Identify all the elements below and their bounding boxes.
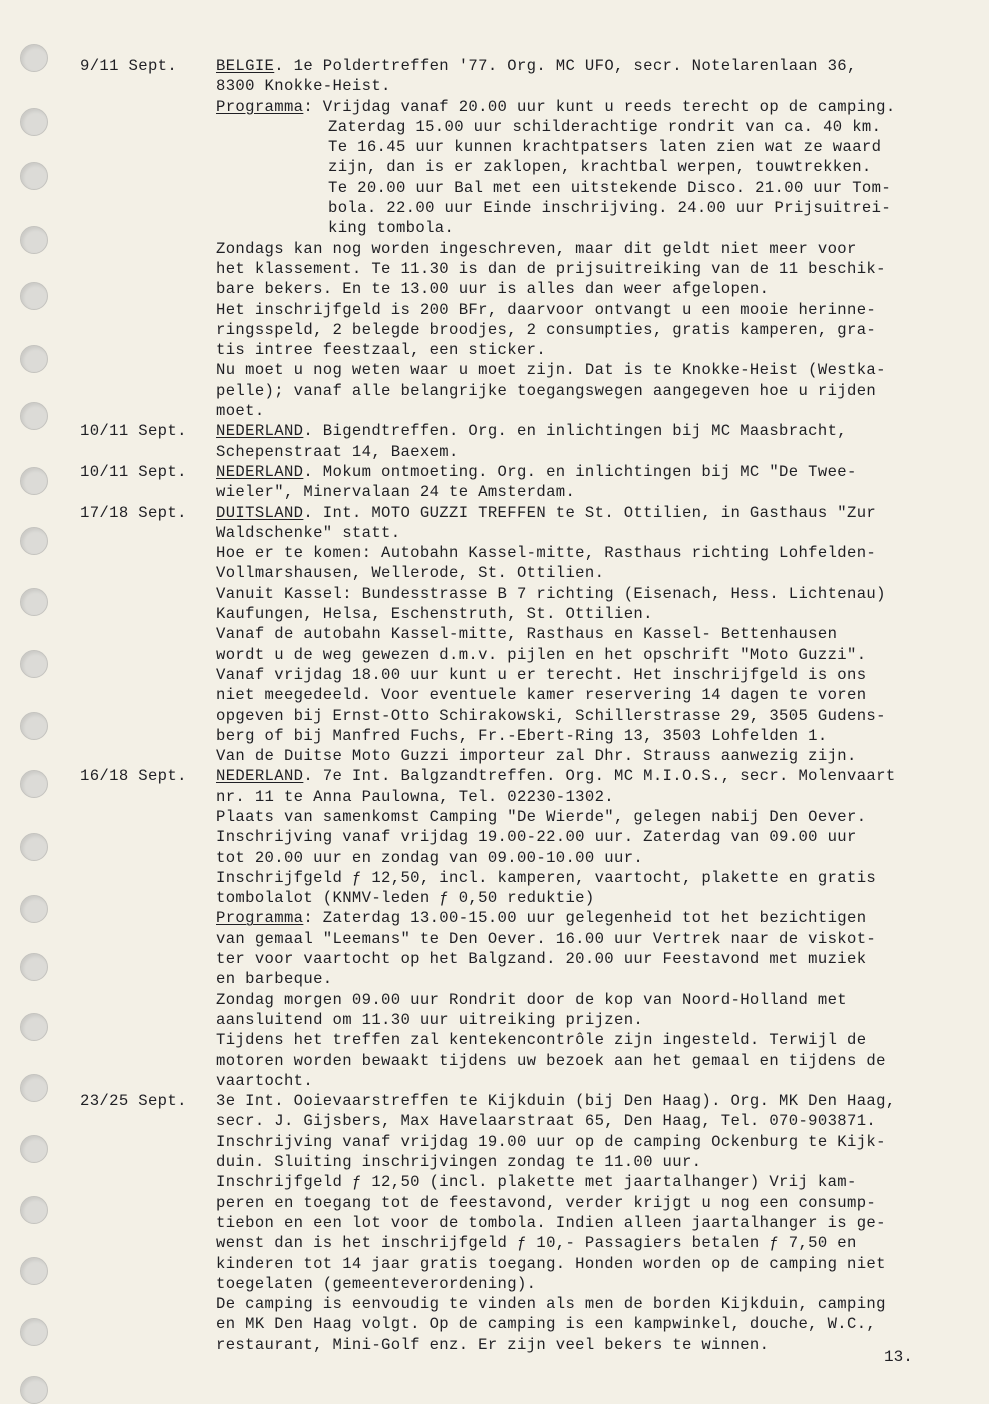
event-country: NEDERLAND <box>216 422 304 441</box>
event-text-line: Inschrijfgeld ƒ 12,50, incl. kamperen, vaartocht, plakette en gratis <box>216 868 877 887</box>
event-entry <box>80 462 960 503</box>
event-text-line: Vollmarshausen, Wellerode, St. Ottilien. <box>216 564 605 583</box>
event-text-line: restaurant, Mini-Golf enz. Er zijn veel bekers te winnen. <box>216 1335 770 1354</box>
event-text-line: secr. J. Gijsbers, Max Havelaarstraat 65, Den Haag, Tel. 070-903871. <box>216 1112 877 1131</box>
event-body <box>216 1091 960 1355</box>
event-text-line: 3e Int. Ooievaarstreffen te Kijkduin (bij Den Haag). Org. MK Den Haag, <box>216 1092 896 1111</box>
binder-hole <box>20 345 48 373</box>
binder-hole <box>20 1074 48 1102</box>
event-date: 16/18 Sept. <box>80 767 187 786</box>
event-country: DUITSLAND <box>216 503 304 522</box>
binder-hole <box>20 527 48 555</box>
event-text-line: en barbeque. <box>216 970 333 989</box>
event-text-line: duin. Sluiting inschrijvingen zondag te 11.00 uur. <box>216 1153 702 1172</box>
event-entry <box>80 56 960 421</box>
binder-hole <box>20 402 48 430</box>
event-entry <box>80 503 960 767</box>
binder-hole <box>20 833 48 861</box>
event-date: 9/11 Sept. <box>80 57 178 75</box>
event-text-line: het klassement. Te 11.30 is dan de prijsuitreiking van de 11 beschik- <box>216 259 886 278</box>
event-country: NEDERLAND <box>216 462 304 481</box>
event-header-line: DUITSLAND. Int. MOTO GUZZI TREFFEN te St. Ottilien, in Gasthaus "Zur <box>216 503 877 522</box>
programma-text: Zaterdag 15.00 uur schilderachtige rondrit van ca. 40 km. Te 16.45 uur kunnen krachtpatsers laten zien wat ze waard zijn, dan is er zaklopen, krachtbal werpen, touwtrekken. Te 20.00 uur Bal met een uitstekende Disco. 21.00 uur Tom- bola. 22.00 uur Einde inschrijving. 24.00 uur Prijsuitrei- king tombola. <box>328 117 892 238</box>
event-body <box>216 56 960 421</box>
event-text-line: niet meegedeeld. Voor eventuele kamer reservering 14 dagen te voren <box>216 686 867 705</box>
event-text-line: berg of bij Manfred Fuchs, Fr.-Ebert-Ring 13, 3503 Lohfelden 1. <box>216 726 828 745</box>
event-text-line: ter voor vaartocht op het Balgzand. 20.00 uur Feestavond met muziek <box>216 950 867 969</box>
event-header-line: 8300 Knokke-Heist. <box>216 77 391 96</box>
event-entry <box>80 766 960 1091</box>
event-text-line: Vanaf vrijdag 18.00 uur kunt u er terecht. Het inschrijfgeld is ons <box>216 665 867 684</box>
event-text-line: tis intree feestzaal, een sticker. <box>216 341 547 360</box>
event-body <box>216 462 960 503</box>
binder-hole <box>20 1196 48 1224</box>
page-number: 13. <box>884 1348 913 1366</box>
event-text-line: wenst dan is het inschrijfgeld ƒ 10,- Passagiers betalen ƒ 7,50 en <box>216 1234 857 1253</box>
event-text-line: Plaats van samenkomst Camping "De Wierde", gelegen nabij Den Oever. <box>216 807 867 826</box>
event-text-line: De camping is eenvoudig te vinden als men de borden Kijkduin, camping <box>216 1295 886 1314</box>
event-calendar-page <box>80 56 960 1355</box>
binder-hole <box>20 162 48 190</box>
event-body <box>216 766 960 1091</box>
event-header-line: Waldschenke" statt. <box>216 523 401 542</box>
event-country: NEDERLAND <box>216 767 304 786</box>
event-header-line: NEDERLAND. Mokum ontmoeting. Org. en inlichtingen bij MC "De Twee- <box>216 462 857 481</box>
event-text-line: bare bekers. En te 13.00 uur is alles dan weer afgelopen. <box>216 280 770 299</box>
event-header-line: Schepenstraat 14, Baexem. <box>216 442 459 461</box>
event-text-line: opgeven bij Ernst-Otto Schirakowski, Schillerstrasse 29, 3505 Gudens- <box>216 706 886 725</box>
event-text-line: Hoe er te komen: Autobahn Kassel-mitte, Rasthaus richting Lohfelden- <box>216 544 877 563</box>
binder-hole <box>20 650 48 678</box>
event-text-line: Inschrijving vanaf vrijdag 19.00 uur op de camping Ockenburg te Kijk- <box>216 1132 886 1151</box>
event-date: 23/25 Sept. <box>80 1092 187 1111</box>
binder-hole <box>20 226 48 254</box>
binder-hole <box>20 1318 48 1346</box>
event-body <box>216 503 960 767</box>
event-text-line: Inschrijving vanaf vrijdag 19.00-22.00 uur. Zaterdag van 09.00 uur <box>216 828 857 847</box>
event-header-line: NEDERLAND. Bigendtreffen. Org. en inlichtingen bij MC Maasbracht, <box>216 422 848 441</box>
event-text-line: Vanuit Kassel: Bundesstrasse B 7 richting (Eisenach, Hess. Lichtenau) <box>216 584 886 603</box>
event-header-line: nr. 11 te Anna Paulowna, Tel. 02230-1302. <box>216 787 615 806</box>
event-text-line: Inschrijfgeld ƒ 12,50 (incl. plakette met jaartalhanger) Vrij kam- <box>216 1173 857 1192</box>
binder-hole <box>20 1376 48 1404</box>
event-header-line: NEDERLAND. 7e Int. Balgzandtreffen. Org. MC M.I.O.S., secr. Molenvaart <box>216 767 896 786</box>
event-text-line: vaartocht. <box>216 1071 314 1090</box>
event-text-line: Tijdens het treffen zal kentekencontrôle zijn ingesteld. Terwijl de <box>216 1031 867 1050</box>
programma-block: Programma: Vrijdag vanaf 20.00 uur kunt u reeds terecht op de camping. <box>216 97 896 116</box>
binder-hole <box>20 282 48 310</box>
event-text-line: Zondags kan nog worden ingeschreven, maar dit geldt niet meer voor <box>216 239 857 258</box>
event-text-line: kinderen tot 14 jaar gratis toegang. Honden worden op de camping niet <box>216 1254 886 1273</box>
binder-hole <box>20 712 48 740</box>
event-text-line: Zondag morgen 09.00 uur Rondrit door de kop van Noord-Holland met <box>216 990 848 1009</box>
event-header-line: wieler", Minervalaan 24 te Amsterdam. <box>216 483 576 502</box>
event-text-line: tombolalot (KNMV-leden ƒ 0,50 reduktie) <box>216 889 595 908</box>
event-date: 10/11 Sept. <box>80 422 187 441</box>
binder-hole <box>20 770 48 798</box>
event-text-line: Nu moet u nog weten waar u moet zijn. Dat is te Knokke-Heist (Westka- <box>216 361 886 380</box>
event-date: 17/18 Sept. <box>80 503 187 522</box>
binder-hole <box>20 108 48 136</box>
programma-block: Programma: Zaterdag 13.00-15.00 uur gelegenheid tot het bezichtigen <box>216 909 867 928</box>
binder-hole <box>20 895 48 923</box>
event-text-line: aansluitend om 11.30 uur uitreiking prijzen. <box>216 1010 644 1029</box>
programma-label: Programma <box>216 909 304 928</box>
event-text-line: tiebon en een lot voor de tombola. Indien alleen jaartalhanger is ge- <box>216 1213 886 1232</box>
binder-holes <box>20 0 50 1404</box>
programma-label: Programma <box>216 97 304 116</box>
event-text-line: wordt u de weg gewezen d.m.v. pijlen en het opschrift "Moto Guzzi". <box>216 645 867 664</box>
binder-hole <box>20 467 48 495</box>
event-entry <box>80 1091 960 1355</box>
event-text-line: pelle); vanaf alle belangrijke toegangswegen aangegeven hoe u rijden <box>216 381 877 400</box>
event-date: 10/11 Sept. <box>80 462 187 481</box>
event-header-line: BELGIE. 1e Poldertreffen '77. Org. MC UFO, secr. Notelarenlaan 36, <box>216 57 857 75</box>
binder-hole <box>20 1257 48 1285</box>
event-body <box>216 421 960 462</box>
event-text-line: Vanaf de autobahn Kassel-mitte, Rasthaus en Kassel- Bettenhausen <box>216 625 838 644</box>
event-text-line: peren en toegang tot de feestavond, verder krijgt u nog een consump- <box>216 1193 877 1212</box>
event-country: BELGIE <box>216 57 275 75</box>
binder-hole <box>20 1013 48 1041</box>
event-text-line: Kaufungen, Helsa, Eschenstruth, St. Ottilien. <box>216 605 653 624</box>
event-text-line: motoren worden bewaakt tijdens uw bezoek aan het gemaal en tijdens de <box>216 1051 886 1070</box>
event-text-line: Van de Duitse Moto Guzzi importeur zal Dhr. Strauss aanwezig zijn. <box>216 747 857 766</box>
binder-hole <box>20 44 48 72</box>
event-text-line: en MK Den Haag volgt. Op de camping is een kampwinkel, douche, W.C., <box>216 1315 877 1334</box>
event-text-line: Het inschrijfgeld is 200 BFr, daarvoor ontvangt u een mooie herinne- <box>216 300 877 319</box>
event-text-line: toegelaten (gemeenteverordening). <box>216 1274 537 1293</box>
binder-hole <box>20 588 48 616</box>
event-text-line: tot 20.00 uur en zondag van 09.00-10.00 uur. <box>216 848 644 867</box>
event-entry <box>80 421 960 462</box>
event-text-line: moet. <box>216 402 265 421</box>
binder-hole <box>20 953 48 981</box>
event-text-line: ringsspeld, 2 belegde broodjes, 2 consumpties, gratis kamperen, gra- <box>216 320 877 339</box>
binder-hole <box>20 1135 48 1163</box>
event-text-line: van gemaal "Leemans" te Den Oever. 16.00 uur Vertrek naar de viskot- <box>216 929 877 948</box>
